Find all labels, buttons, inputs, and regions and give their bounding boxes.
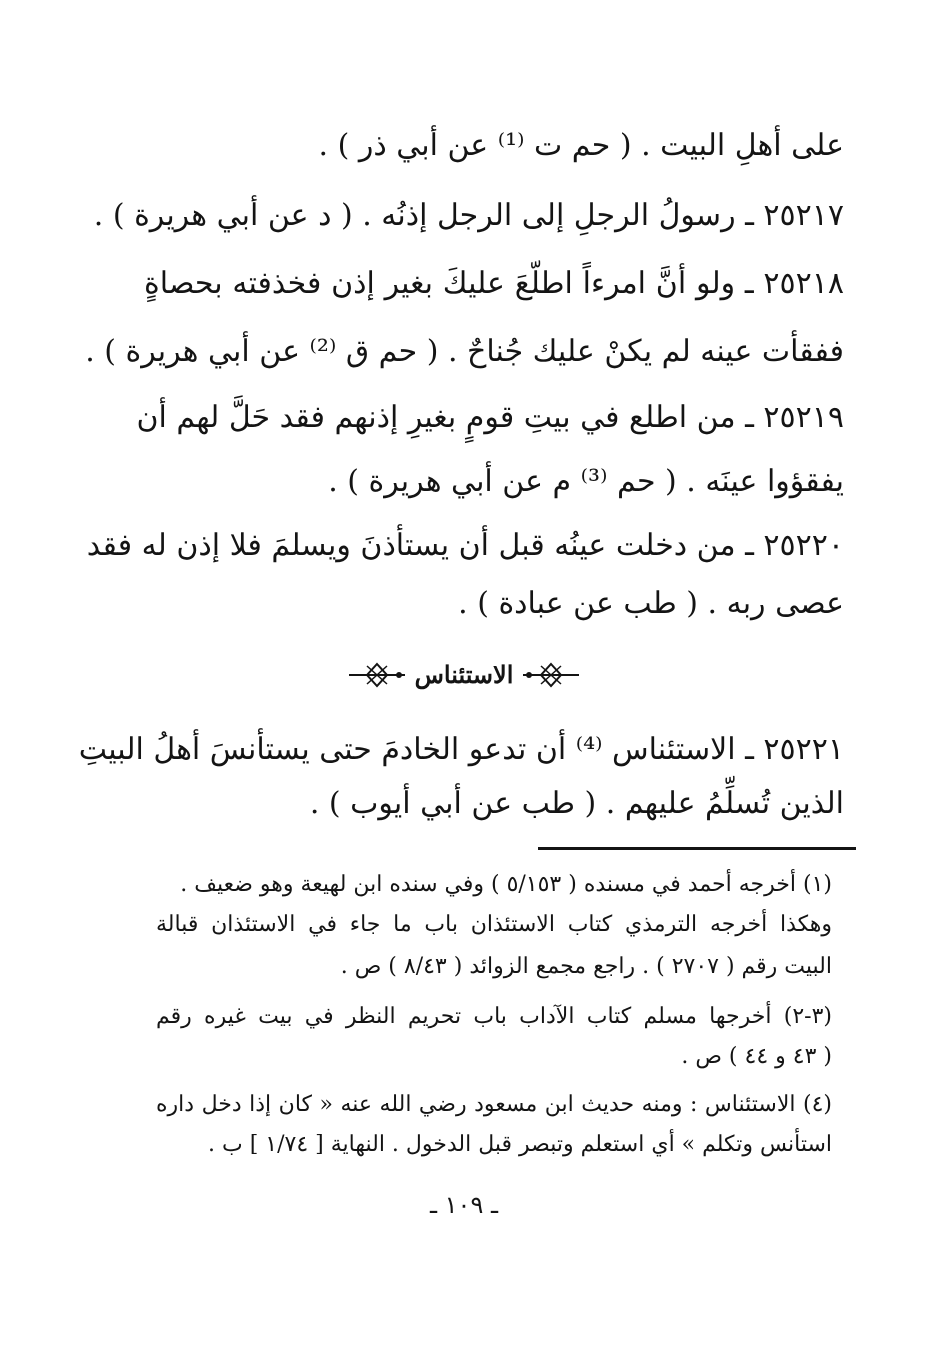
ornament-right-icon	[347, 660, 407, 690]
footnote-2-3-line-2: ( ٤٣ و ٤٤ ) ص .	[681, 1044, 832, 1069]
ornament-left-icon	[521, 660, 581, 690]
section-heading	[347, 655, 582, 695]
hadith-25218-line-1: ٢٥٢١٨ ـ ولو أنَّ امرءاً اطلّعَ عليكَ بغير إذن فخذفته بحصاةٍ	[144, 266, 844, 301]
footnote-1-line-2: وهكذا أخرجه الترمذي كتاب الاستئذان باب ما جاء في الاستئذان قبالة	[156, 912, 832, 937]
hadith-25221-line-1: ٢٥٢٢١ ـ الاستئناس ⁽⁴⁾ أن تدعو الخادمَ حتى يستأنسَ أهلُ البيتِ	[78, 732, 844, 767]
page-number: ـ ١٠٩ ـ	[429, 1191, 498, 1219]
hadith-25217: ٢٥٢١٧ ـ رسولُ الرجلِ إلى الرجل إذنُه . ( د عن أبي هريرة ) .	[93, 198, 844, 233]
section-heading-block	[0, 655, 928, 695]
hadith-25220-line-2: عصى ربه . ( طب عن عبادة ) .	[458, 586, 844, 621]
footnote-2-3-line-1: (٣-٢) أخرجها مسلم كتاب الآداب باب تحريم النظر في بيت غيره رقم	[156, 1004, 832, 1029]
body-line-1: على أهلِ البيت . ( حم ت ⁽¹⁾ عن أبي ذر ) .	[318, 128, 844, 163]
footnote-1-line-3: البيت رقم ( ٢٧٠٧ ) . راجع مجمع الزوائد ( ٨/٤٣ ) ص .	[340, 954, 832, 979]
footnote-1-line-1: (١) أخرجه أحمد في مسنده ( ٥/١٥٣ ) وفي سنده ابن لهيعة وهو ضعيف .	[180, 872, 832, 897]
hadith-25221-line-2: الذين تُسلِّمُ عليهم . ( طب عن أبي أيوب ) .	[309, 786, 844, 821]
section-heading-text: الاستئناس	[414, 660, 514, 689]
footnote-4-line-2: استأنس وتكلم » أي استعلم وتبصر قبل الدخول . النهاية [ ١/٧٤ ] ب .	[208, 1132, 832, 1157]
hadith-25218-line-2: ففقأت عينه لم يكنْ عليك جُناحٌ . ( حم ق ⁽²⁾ عن أبي هريرة ) .	[85, 334, 844, 369]
hadith-25219-line-1: ٢٥٢١٩ ـ من اطلع في بيتِ قومٍ بغيرِ إذنهم فقد حَلَّ لهم أن	[136, 400, 844, 435]
footnote-separator	[538, 847, 856, 850]
hadith-25220-line-1: ٢٥٢٢٠ ـ من دخلت عينُه قبل أن يستأذنَ ويسلمَ فلا إذن له فقد	[86, 528, 844, 563]
footnote-4-line-1: (٤) الاستئناس : ومنه حديث ابن مسعود رضي الله عنه « كان إذا دخل داره	[156, 1092, 832, 1117]
hadith-25219-line-2: يفقؤوا عينَه . ( حم ⁽³⁾ م عن أبي هريرة ) .	[328, 464, 844, 499]
